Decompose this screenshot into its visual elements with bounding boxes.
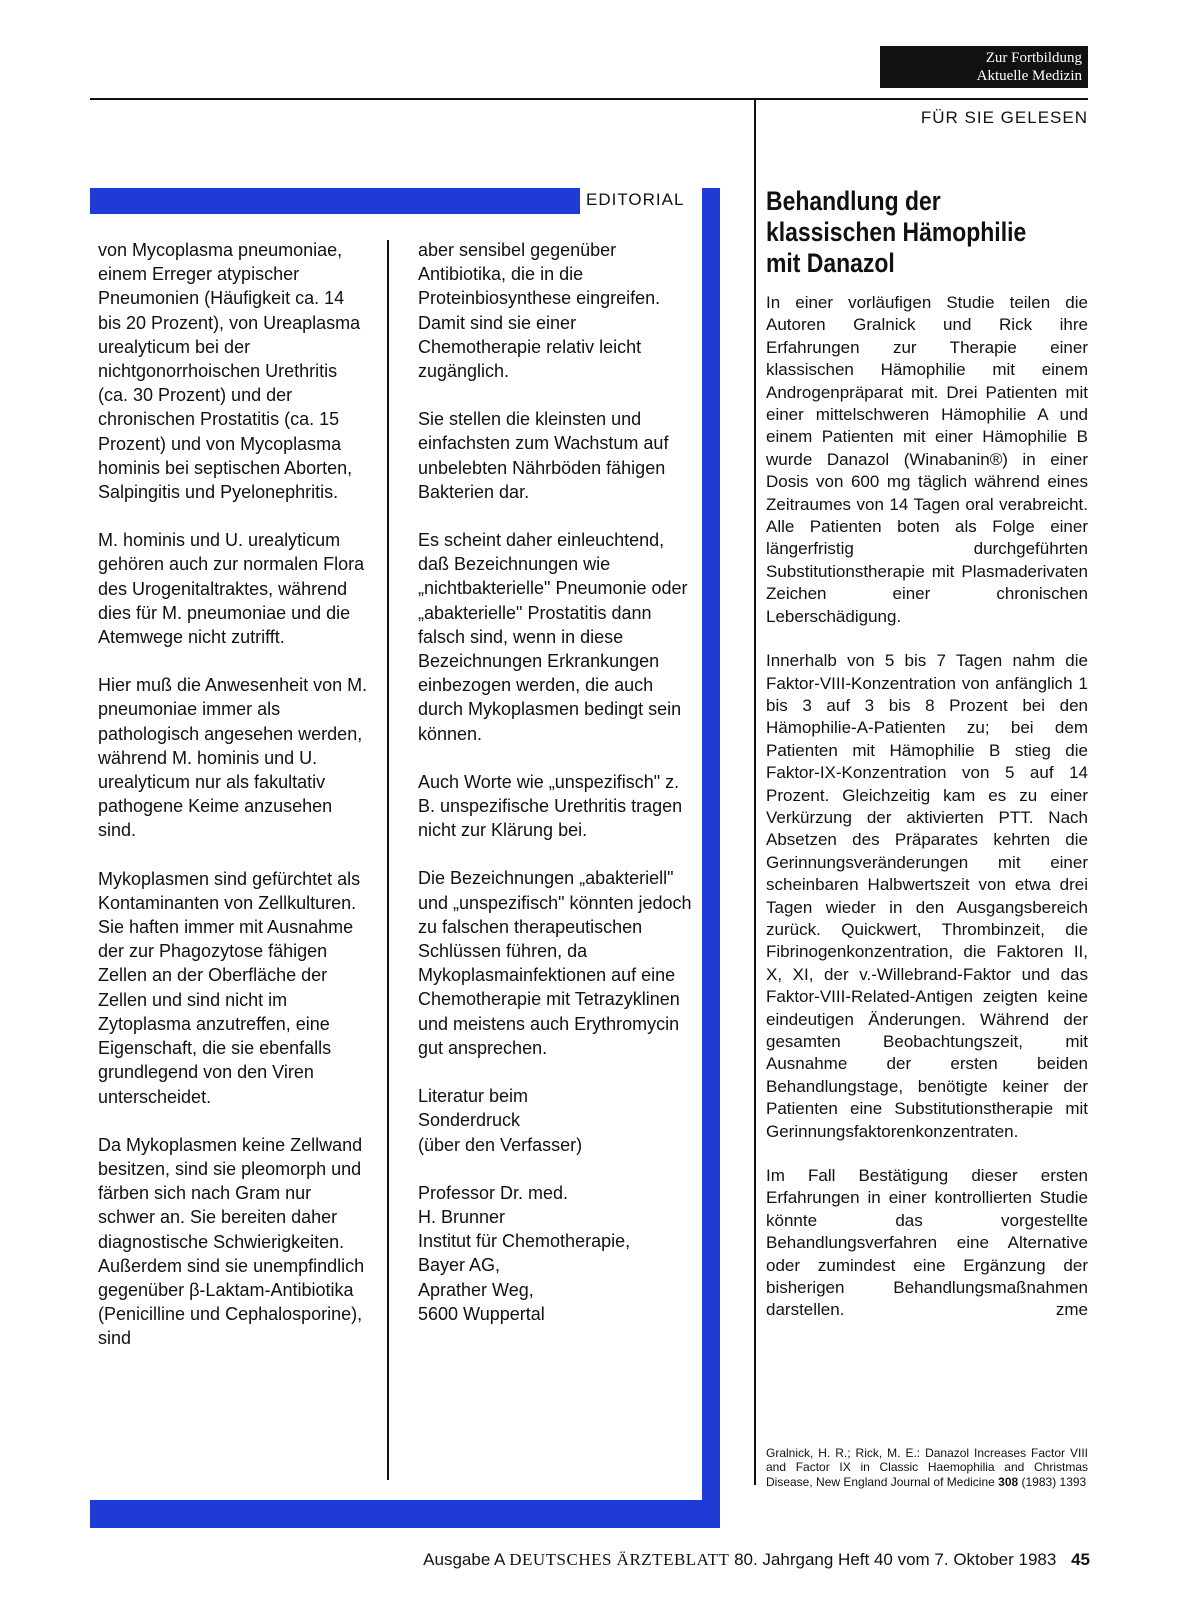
author-signature: zme: [1055, 1300, 1088, 1320]
paragraph: Es scheint daher einleuchtend, daß Bezeichnungen wie „nichtbakterielle" Pneumonie oder „abakterielle" Prostatitis dann falsch sind, wenn in diese Bezeichnungen Erkrankungen einbezogen werden, die auch durch Mykoplasmen bedingt sein können.: [418, 530, 688, 744]
paragraph: Mykoplasmen sind gefürchtet als Kontaminanten von Zellkulturen. Sie haften immer mit Ausnahme der zur Phagozytose fähigen Zellen an der Oberfläche der Zellen und sind nicht im Zytoplasma anzutreffen, eine Eigenschaft, die sie ebenfalls grundlegend von den Viren unterscheidet.: [98, 868, 361, 1107]
reference-volume: 308: [998, 1474, 1019, 1489]
section-line-2: Aktuelle Medizin: [976, 68, 1082, 84]
literature-line: (über den Verfasser): [418, 1134, 583, 1155]
footer-issue: 80. Jahrgang Heft 40 vom 7. Oktober 1983: [734, 1550, 1057, 1569]
literature-line: Literatur beim: [418, 1086, 529, 1107]
headline-line: klassischen Hämophilie: [766, 217, 1027, 247]
author-address: [418, 1181, 696, 1326]
reference-citation: Gralnick, H. R.; Rick, M. E.: Danazol Increases Factor VIII and Factor IX in Classic Haemophilia and Christmas Disease, New England Journal of Medicine: [766, 1446, 1088, 1489]
paragraph: Auch Worte wie „unspezifisch" z. B. unspezifische Urethritis tragen nicht zur Klärung bei.: [418, 771, 683, 841]
paragraph: Da Mykoplasmen keine Zellwand besitzen, sind sie pleomorph und färben sich nach Gram nur schwer an. Sie bereiten daher diagnostische Schwierigkeiten. Außerdem sind sie unempfindlich gegenüber β-Laktam-Antibiotika (Penicilline und Cephalosporine), sind: [98, 1134, 365, 1349]
author-line: H. Brunner: [418, 1206, 506, 1227]
footer-magazine: DEUTSCHES ÄRZTEBLATT: [509, 1550, 730, 1569]
paragraph: In einer vorläufigen Studie teilen die Autoren Gralnick und Rick ihre Erfahrungen zur Therapie einer klassischen Hämophilie mit einem Androgenpräparat mit. Drei Patienten mit einer mittelschweren Hämophilie A und einem Patienten mit einer Hämophilie B wurde Danazol (Winabanin®) in einer Dosis von 600 mg täglich während eines Zeitraumes von 14 Tagen oral verabreicht. Alle Patienten boten als Folge einer längerfristig durchgeführten Substitutionstherapie mit Plasmaderivaten Zeichen einer chronischen Leberschädigung.: [766, 293, 1088, 626]
section-label: [880, 46, 1088, 88]
author-line: Aprather Weg,: [418, 1279, 534, 1300]
paragraph: Sie stellen die kleinsten und einfachsten zum Wachstum auf unbelebten Nährböden fähigen Bakterien dar.: [418, 409, 669, 502]
editorial-frame-top: [90, 188, 580, 214]
article-headline: [766, 186, 1089, 279]
author-line: Bayer AG,: [418, 1255, 501, 1276]
column-divider: [754, 100, 756, 1485]
article-body: [766, 292, 1088, 1344]
reference-year-page: (1983) 1393: [1021, 1474, 1087, 1489]
paragraph: Hier muß die Anwesenheit von M. pneumoniae immer als pathologisch angesehen werden, während M. hominis und U. urealyticum nur als fakultativ pathogene Keime anzusehen sind.: [98, 675, 368, 841]
paragraph-text: Im Fall Bestätigung dieser ersten Erfahrungen in einer kontrollierten Studie könnte das vorgestellte Behandlungsverfahren eine Alternative oder zumindest eine Ergänzung der bisherigen Behandlungsmaßnahmen darstellen.: [766, 1166, 1088, 1320]
headline-line: mit Danazol: [766, 248, 895, 278]
paragraph: Die Bezeichnungen „abakteriell" und „unspezifisch" könnten jedoch zu falschen therapeutischen Schlüssen führen, da Mykoplasmainfektionen auf eine Chemotherapie mit Tetrazyklinen und meistens auch Erythromycin gut ansprechen.: [418, 868, 692, 1058]
editorial-label: EDITORIAL: [586, 190, 685, 209]
page-footer: [250, 1550, 1090, 1570]
footer-edition: Ausgabe A: [423, 1550, 505, 1569]
editorial-column-2: [418, 238, 696, 1350]
editorial-column-rule: [387, 240, 389, 1480]
literature-note: [418, 1084, 696, 1157]
top-rule: [90, 98, 1088, 100]
paragraph: aber sensibel gegenüber Antibiotika, die in die Proteinbiosynthese eingreifen. Damit sind sie einer Chemotherapie relativ leicht zugänglich.: [418, 240, 661, 382]
paragraph: [766, 1165, 1088, 1322]
literature-line: Sonderdruck: [418, 1110, 521, 1131]
paragraph: M. hominis und U. urealyticum gehören auch zur normalen Flora des Urogenitaltraktes, während dies für M. pneumoniae und die Atemwege nicht zutrifft.: [98, 530, 365, 648]
reference: [766, 1446, 1088, 1489]
editorial-frame-side: [702, 188, 720, 1528]
editorial-column-1: [98, 238, 370, 1375]
author-line: Institut für Chemotherapie,: [418, 1231, 631, 1252]
author-line: Professor Dr. med.: [418, 1182, 569, 1203]
author-line: 5600 Wuppertal: [418, 1303, 545, 1324]
section-line-1: Zur Fortbildung: [985, 50, 1082, 66]
paragraph: Innerhalb von 5 bis 7 Tagen nahm die Faktor-VIII-Konzentration von anfänglich 1 bis 3 auf 3 bis 8 Prozent bei den Hämophilie-A-Patienten zu; bei dem Patienten mit Hämophilie B stieg die Faktor-IX-Konzentration von 5 auf 14 Prozent. Gleichzeitig kam es zu einer Verkürzung der aktivierten PTT. Nach Absetzen des Präparates kehrten die Gerinnungsveränderungen mit einer scheinbaren Halbwertszeit von etwa drei Tagen wieder in den Ausgangsbereich zurück. Quickwert, Thrombinzeit, die Fibrinogenkonzentration, die Faktoren II, X, XI, der v.-Willebrand-Faktor und das Faktor-VIII-Related-Antigen zeigten keine eindeutigen Änderungen. Während der gesamten Beobachtungszeit, mit Ausnahme der ersten beiden Behandlungstage, benötigte keiner der Patienten eine Substitutionstherapie mit Gerinnungsfaktorenkonzentraten.: [766, 651, 1088, 1141]
headline-line: Behandlung der: [766, 186, 941, 216]
paragraph: von Mycoplasma pneumoniae, einem Erreger atypischer Pneumonien (Häufigkeit ca. 14 bis 20 Prozent), von Ureaplasma urealyticum bei der nichtgonorrhoischen Urethritis (ca. 30 Prozent) und der chronischen Prostatitis (ca. 15 Prozent) und von Mycoplasma hominis bei septischen Aborten, Salpingitis und Pyelonephritis.: [98, 240, 361, 503]
page-number: 45: [1071, 1550, 1090, 1569]
editorial-frame-bottom: [90, 1500, 720, 1528]
rubric: FÜR SIE GELESEN: [920, 108, 1088, 127]
